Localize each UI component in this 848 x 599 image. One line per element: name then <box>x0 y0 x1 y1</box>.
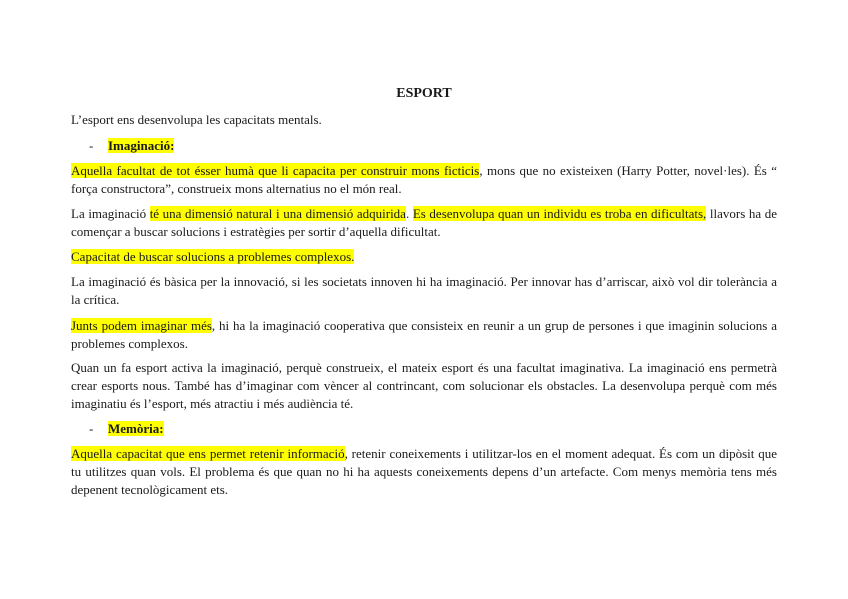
paragraph-text: . <box>405 206 413 221</box>
highlighted-text: Aquella facultat de tot ésser humà que li capacita per construir mons ficticis <box>71 163 480 178</box>
bullet-dash: - <box>89 421 94 436</box>
highlighted-text: Aquella capacitat que ens permet retenir informació <box>71 446 345 461</box>
paragraph-text: , hi ha la imaginació cooperativa que consisteix en reunir a un grup de persones i que imaginin solucions a problemes complexos. <box>71 318 777 351</box>
paragraph-solutions <box>71 248 777 266</box>
paragraph-text: , retenir coneixements i utilitzar-los en el moment adequat. És com un dipòsit que tu utilitzes quan vols. El problema és que quan no hi ha aquests coneixements depens d’un artefacte. Com menys memòria tens més depenent tecnològicament ets. <box>71 446 777 497</box>
highlighted-text: Junts podem imaginar més <box>71 318 212 333</box>
paragraph-cooperative <box>71 317 777 353</box>
section-heading-label: Imaginació: <box>108 138 175 153</box>
paragraph-innovation: La imaginació és bàsica per la innovació, si les societats innoven hi ha imaginació. Per innovar has d’arriscar, això vol dir tolerància a la crítica. <box>71 274 777 307</box>
paragraph-definition <box>71 162 777 198</box>
paragraph-memory <box>71 445 777 499</box>
paragraph-text: La imaginació <box>71 206 150 221</box>
intro-paragraph: L’esport ens desenvolupa les capacitats mentals. <box>71 112 322 127</box>
paragraph-text: llavors ha de començar a buscar solucions i estratègies per sortir d’aquella dificultat. <box>71 206 778 239</box>
section-heading-label: Memòria: <box>108 421 164 436</box>
paragraph-sport-imagination: Quan un fa esport activa la imaginació, perquè construeix, el mateix esport és una facultat imaginativa. La imaginació ens permetrà crear esports nous. També has d’imaginar com vèncer al contrincant, com solucionar els obstacles. La desenvolupa perquè com més imaginatiu és l’esport, més atractiu i més audiència té. <box>71 360 777 411</box>
section-heading-memoria <box>89 420 164 438</box>
paragraph-dimensions <box>71 205 777 241</box>
bullet-dash: - <box>89 138 94 153</box>
highlighted-text: té una dimensió natural i una dimensió adquirida <box>149 206 406 221</box>
highlighted-text: Es desenvolupa quan un individu es troba en dificultats, <box>412 206 707 221</box>
section-heading-imaginacio <box>89 137 174 155</box>
document-title: ESPORT <box>396 86 452 101</box>
highlighted-text: Capacitat de buscar solucions a problemes complexos. <box>71 249 355 264</box>
paragraph-text: , mons que no existeixen (Harry Potter, novel·les). És “ força constructora”, construeix mons alternatius no el món real. <box>71 163 777 196</box>
